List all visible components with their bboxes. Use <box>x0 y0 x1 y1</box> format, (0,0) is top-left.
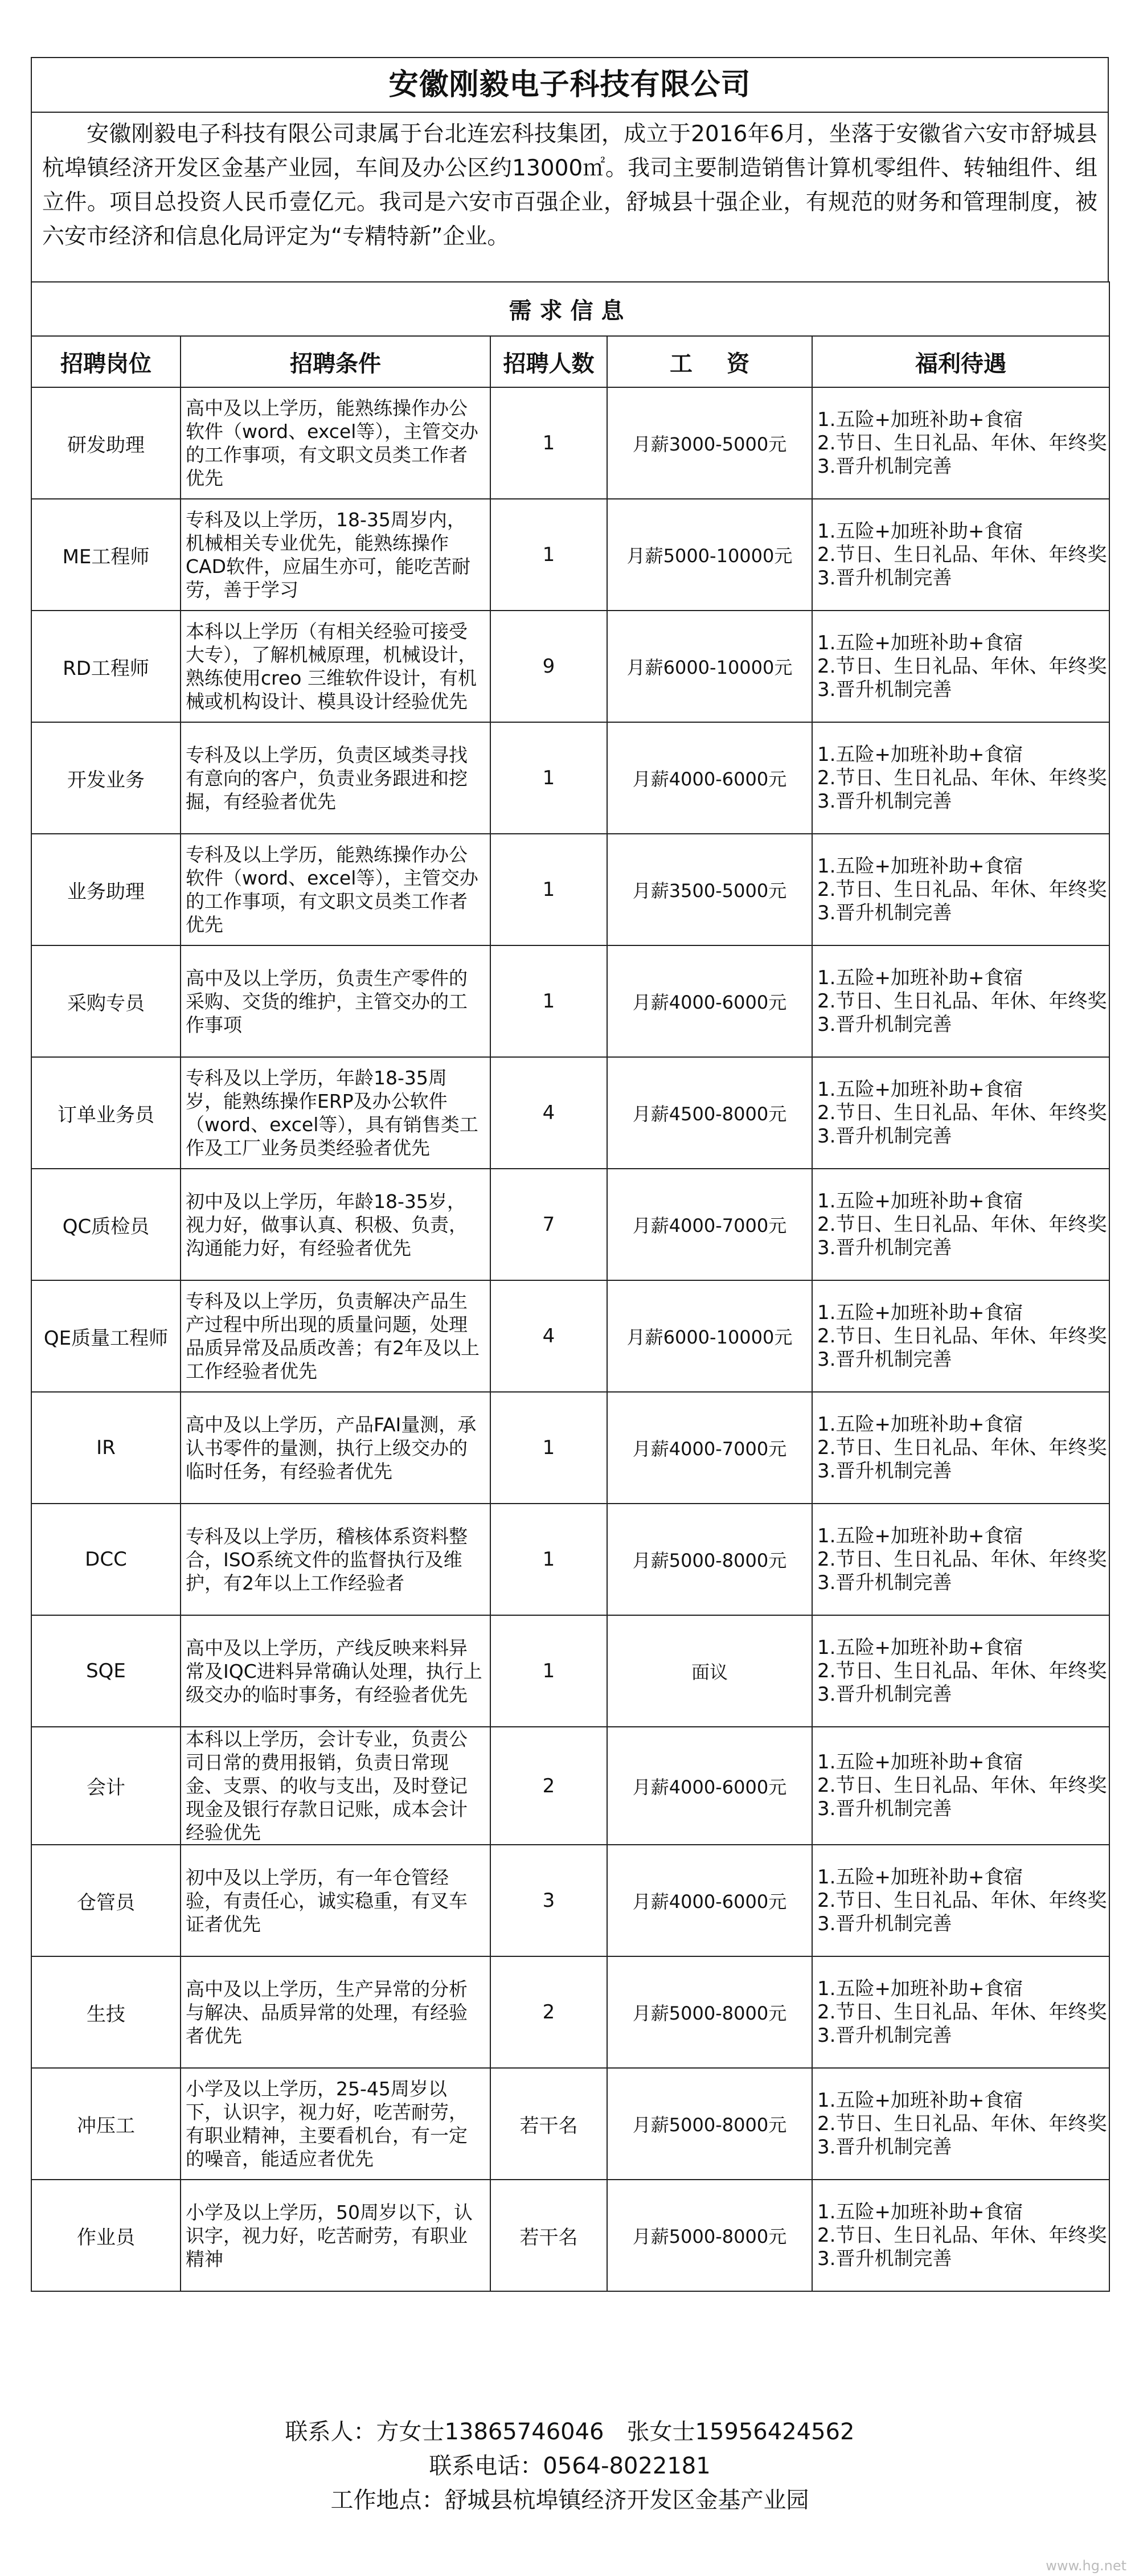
benefit-item: 3.晋升机制完善 <box>817 1124 952 1148</box>
job-requirements: 高中及以上学历，产品FAI量测，承认书零件的量测，执行上级交办的临时任务，有经验者优先 <box>181 1392 490 1504</box>
benefit-item: 3.晋升机制完善 <box>817 901 952 924</box>
contact-block <box>31 2415 1109 2517</box>
company-intro: 安徽刚毅电子科技有限公司隶属于台北连宏科技集团，成立于2016年6月，坐落于安徽省六安市舒城县杭埠镇经济开发区金基产业园，车间及办公区约13000㎡。我司主要制造销售计算机零组件、转轴组件、组立件。项目总投资人民币壹亿元。我司是六安市百强企业，舒城县十强企业，有规范的财务和管理制度，被六安市经济和信息化局评定为“专精特新”企业。 <box>31 112 1109 281</box>
job-headcount: 若干名 <box>490 2180 607 2291</box>
benefit-item: 1.五险+加班补助+食宿 <box>817 1524 1023 1547</box>
benefit-item: 3.晋升机制完善 <box>817 1912 952 1935</box>
job-requirements: 专科及以上学历，能熟练操作办公软件（word、excel等），主管交办的工作事项，有文职文员类工作者优先 <box>181 834 490 945</box>
job-title: 生技 <box>31 1956 181 2068</box>
job-benefits <box>812 2068 1109 2180</box>
job-requirements: 本科以上学历（有相关经验可接受大专），了解机械原理，机械设计，熟练使用creo 三维软件设计，有机械或机构设计、模具设计经验优先 <box>181 611 490 722</box>
benefit-item: 2.节日、生日礼品、年休、年终奖 <box>817 1101 1107 1124</box>
job-title: QE质量工程师 <box>31 1280 181 1392</box>
contact-phone: 联系电话：0564-8022181 <box>429 2453 711 2479</box>
job-headcount: 1 <box>490 1504 607 1615</box>
job-headcount: 4 <box>490 1280 607 1392</box>
job-title: DCC <box>31 1504 181 1615</box>
benefit-item: 3.晋升机制完善 <box>817 1682 952 1706</box>
job-headcount: 4 <box>490 1057 607 1169</box>
job-benefits <box>812 1615 1109 1727</box>
job-requirements: 高中及以上学历，负责生产零件的采购、交货的维护，主管交办的工作事项 <box>181 945 490 1057</box>
job-headcount: 1 <box>490 945 607 1057</box>
job-benefits <box>812 945 1109 1057</box>
job-salary: 面议 <box>607 1615 812 1727</box>
job-benefits <box>812 1727 1109 1845</box>
recruitment-table <box>31 281 1110 2292</box>
watermark: www.hg.net <box>1046 2558 1126 2574</box>
table-row <box>31 1280 1109 1392</box>
job-benefits <box>812 1504 1109 1615</box>
benefit-item: 3.晋升机制完善 <box>817 454 952 478</box>
table-row <box>31 2068 1109 2180</box>
benefit-item: 3.晋升机制完善 <box>817 1236 952 1259</box>
benefit-item: 3.晋升机制完善 <box>817 1459 952 1482</box>
job-headcount: 1 <box>490 1392 607 1504</box>
benefit-item: 3.晋升机制完善 <box>817 1571 952 1594</box>
job-salary: 月薪4000-7000元 <box>607 1169 812 1280</box>
benefit-item: 1.五险+加班补助+食宿 <box>817 854 1023 878</box>
job-salary: 月薪4000-6000元 <box>607 722 812 834</box>
job-benefits <box>812 722 1109 834</box>
recruitment-sheet <box>31 57 1109 2292</box>
job-benefits <box>812 2180 1109 2291</box>
job-headcount: 1 <box>490 499 607 611</box>
benefit-item: 2.节日、生日礼品、年休、年终奖 <box>817 878 1107 901</box>
job-title: 业务助理 <box>31 834 181 945</box>
benefit-item: 2.节日、生日礼品、年休、年终奖 <box>817 989 1107 1013</box>
benefit-item: 1.五险+加班补助+食宿 <box>817 1865 1023 1889</box>
benefit-item: 1.五险+加班补助+食宿 <box>817 1189 1023 1213</box>
benefit-item: 2.节日、生日礼品、年休、年终奖 <box>817 1659 1107 1682</box>
benefit-item: 1.五险+加班补助+食宿 <box>817 1078 1023 1101</box>
job-headcount: 1 <box>490 387 607 499</box>
header-headcount: 招聘人数 <box>490 336 607 387</box>
benefit-item: 2.节日、生日礼品、年休、年终奖 <box>817 431 1107 454</box>
job-headcount: 3 <box>490 1845 607 1956</box>
header-requirements: 招聘条件 <box>181 336 490 387</box>
table-row <box>31 1504 1109 1615</box>
benefit-item: 2.节日、生日礼品、年休、年终奖 <box>817 1324 1107 1348</box>
benefit-item: 3.晋升机制完善 <box>817 1013 952 1036</box>
job-headcount: 1 <box>490 1615 607 1727</box>
benefit-item: 2.节日、生日礼品、年休、年终奖 <box>817 1436 1107 1459</box>
contact-person-2: 张女士15956424562 <box>626 2419 855 2445</box>
benefit-item: 2.节日、生日礼品、年休、年终奖 <box>817 1213 1107 1236</box>
table-row <box>31 1727 1109 1845</box>
job-title: IR <box>31 1392 181 1504</box>
benefit-item: 2.节日、生日礼品、年休、年终奖 <box>817 766 1107 789</box>
job-salary: 月薪4500-8000元 <box>607 1057 812 1169</box>
table-row <box>31 722 1109 834</box>
contact-label: 联系人： <box>285 2419 376 2445</box>
job-title: RD工程师 <box>31 611 181 722</box>
job-salary: 月薪3000-5000元 <box>607 387 812 499</box>
job-benefits <box>812 1392 1109 1504</box>
job-salary: 月薪6000-10000元 <box>607 1280 812 1392</box>
job-salary: 月薪4000-6000元 <box>607 1727 812 1845</box>
job-title: 采购专员 <box>31 945 181 1057</box>
job-headcount: 若干名 <box>490 2068 607 2180</box>
job-benefits <box>812 499 1109 611</box>
job-salary: 月薪3500-5000元 <box>607 834 812 945</box>
table-row <box>31 2180 1109 2291</box>
benefit-item: 2.节日、生日礼品、年休、年终奖 <box>817 543 1107 566</box>
job-headcount: 2 <box>490 1727 607 1845</box>
work-address: 工作地点：舒城县杭埠镇经济开发区金基产业园 <box>330 2487 809 2513</box>
benefit-item: 3.晋升机制完善 <box>817 789 952 813</box>
section-title: 需求信息 <box>31 282 1109 336</box>
job-salary: 月薪4000-7000元 <box>607 1392 812 1504</box>
benefit-item: 1.五险+加班补助+食宿 <box>817 743 1023 766</box>
benefit-item: 3.晋升机制完善 <box>817 1348 952 1371</box>
table-row <box>31 1169 1109 1280</box>
benefit-item: 1.五险+加班补助+食宿 <box>817 1636 1023 1659</box>
company-title: 安徽刚毅电子科技有限公司 <box>31 57 1109 112</box>
header-position: 招聘岗位 <box>31 336 181 387</box>
header-benefits: 福利待遇 <box>812 336 1109 387</box>
job-title: 研发助理 <box>31 387 181 499</box>
table-row <box>31 1057 1109 1169</box>
job-title: 订单业务员 <box>31 1057 181 1169</box>
job-title: 仓管员 <box>31 1845 181 1956</box>
job-benefits <box>812 834 1109 945</box>
job-benefits <box>812 1057 1109 1169</box>
job-headcount: 1 <box>490 834 607 945</box>
table-row <box>31 834 1109 945</box>
job-headcount: 1 <box>490 722 607 834</box>
job-title: 会计 <box>31 1727 181 1845</box>
job-benefits <box>812 1169 1109 1280</box>
job-requirements: 高中及以上学历，生产异常的分析与解决、品质异常的处理，有经验者优先 <box>181 1956 490 2068</box>
benefit-item: 2.节日、生日礼品、年休、年终奖 <box>817 1774 1107 1797</box>
benefit-item: 3.晋升机制完善 <box>817 1797 952 1820</box>
benefit-item: 1.五险+加班补助+食宿 <box>817 1977 1023 2000</box>
job-requirements: 小学及以上学历，50周岁以下，认识字，视力好，吃苦耐劳，有职业精神 <box>181 2180 490 2291</box>
benefit-item: 1.五险+加班补助+食宿 <box>817 2088 1023 2112</box>
job-requirements: 专科及以上学历，稽核体系资料整合，ISO系统文件的监督执行及维护，有2年以上工作经验者 <box>181 1504 490 1615</box>
job-title: QC质检员 <box>31 1169 181 1280</box>
header-row <box>31 336 1109 387</box>
job-benefits <box>812 1956 1109 2068</box>
benefit-item: 1.五险+加班补助+食宿 <box>817 1412 1023 1436</box>
job-requirements: 本科以上学历，会计专业，负责公司日常的费用报销，负责日常现金、支票、的收与支出，及时登记现金及银行存款日记账，成本会计经验优先 <box>181 1727 490 1845</box>
job-headcount: 7 <box>490 1169 607 1280</box>
header-salary: 工资 <box>607 336 812 387</box>
job-requirements: 专科及以上学历，负责解决产品生产过程中所出现的质量问题，处理品质异常及品质改善；有2年及以上工作经验者优先 <box>181 1280 490 1392</box>
job-requirements: 专科及以上学历，18-35周岁内，机械相关专业优先，能熟练操作CAD软件，应届生亦可，能吃苦耐劳，善于学习 <box>181 499 490 611</box>
table-row <box>31 1845 1109 1956</box>
benefit-item: 3.晋升机制完善 <box>817 678 952 701</box>
job-list <box>31 387 1109 2291</box>
job-headcount: 9 <box>490 611 607 722</box>
benefit-item: 2.节日、生日礼品、年休、年终奖 <box>817 654 1107 678</box>
benefit-item: 3.晋升机制完善 <box>817 566 952 589</box>
job-title: 冲压工 <box>31 2068 181 2180</box>
job-requirements: 专科及以上学历，负责区域类寻找有意向的客户，负责业务跟进和挖掘，有经验者优先 <box>181 722 490 834</box>
benefit-item: 1.五险+加班补助+食宿 <box>817 519 1023 543</box>
table-row <box>31 1956 1109 2068</box>
table-row <box>31 499 1109 611</box>
job-salary: 月薪5000-8000元 <box>607 1504 812 1615</box>
benefit-item: 1.五险+加班补助+食宿 <box>817 2200 1023 2223</box>
table-row <box>31 611 1109 722</box>
benefit-item: 3.晋升机制完善 <box>817 2135 952 2159</box>
job-benefits <box>812 1845 1109 1956</box>
job-requirements: 高中及以上学历，能熟练操作办公软件（word、excel等），主管交办的工作事项，有文职文员类工作者优先 <box>181 387 490 499</box>
job-title: SQE <box>31 1615 181 1727</box>
table-row <box>31 387 1109 499</box>
benefit-item: 2.节日、生日礼品、年休、年终奖 <box>817 2223 1107 2247</box>
benefit-item: 1.五险+加班补助+食宿 <box>817 631 1023 654</box>
job-salary: 月薪5000-8000元 <box>607 2180 812 2291</box>
job-salary: 月薪4000-6000元 <box>607 1845 812 1956</box>
job-requirements: 小学及以上学历，25-45周岁以下，认识字，视力好，吃苦耐劳，有职业精神，主要看机台，有一定的噪音，能适应者优先 <box>181 2068 490 2180</box>
job-benefits <box>812 1280 1109 1392</box>
job-benefits <box>812 387 1109 499</box>
job-requirements: 高中及以上学历，产线反映来料异常及IQC进料异常确认处理，执行上级交办的临时事务，有经验者优先 <box>181 1615 490 1727</box>
job-salary: 月薪6000-10000元 <box>607 611 812 722</box>
job-title: 开发业务 <box>31 722 181 834</box>
benefit-item: 3.晋升机制完善 <box>817 2247 952 2270</box>
benefit-item: 2.节日、生日礼品、年休、年终奖 <box>817 2000 1107 2024</box>
contact-person-1: 方女士13865746046 <box>376 2419 604 2445</box>
job-benefits <box>812 611 1109 722</box>
benefit-item: 3.晋升机制完善 <box>817 2024 952 2047</box>
table-row <box>31 1392 1109 1504</box>
job-salary: 月薪5000-8000元 <box>607 1956 812 2068</box>
benefit-item: 1.五险+加班补助+食宿 <box>817 1751 1023 1774</box>
job-salary: 月薪5000-10000元 <box>607 499 812 611</box>
job-salary: 月薪5000-8000元 <box>607 2068 812 2180</box>
job-requirements: 初中及以上学历，年龄18-35岁，视力好，做事认真、积极、负责，沟通能力好，有经验者优先 <box>181 1169 490 1280</box>
job-salary: 月薪4000-6000元 <box>607 945 812 1057</box>
job-requirements: 专科及以上学历，年龄18-35周岁，能熟练操作ERP及办公软件（word、excel等），具有销售类工作及工厂业务员类经验者优先 <box>181 1057 490 1169</box>
benefit-item: 2.节日、生日礼品、年休、年终奖 <box>817 2112 1107 2135</box>
job-requirements: 初中及以上学历，有一年仓管经验，有责任心，诚实稳重，有叉车证者优先 <box>181 1845 490 1956</box>
benefit-item: 2.节日、生日礼品、年休、年终奖 <box>817 1547 1107 1571</box>
table-row <box>31 945 1109 1057</box>
contact-persons-line <box>31 2415 1109 2449</box>
benefit-item: 1.五险+加班补助+食宿 <box>817 966 1023 989</box>
job-title: 作业员 <box>31 2180 181 2291</box>
benefit-item: 1.五险+加班补助+食宿 <box>817 408 1023 431</box>
job-headcount: 2 <box>490 1956 607 2068</box>
job-title: ME工程师 <box>31 499 181 611</box>
benefit-item: 2.节日、生日礼品、年休、年终奖 <box>817 1889 1107 1912</box>
table-row <box>31 1615 1109 1727</box>
benefit-item: 1.五险+加班补助+食宿 <box>817 1301 1023 1324</box>
